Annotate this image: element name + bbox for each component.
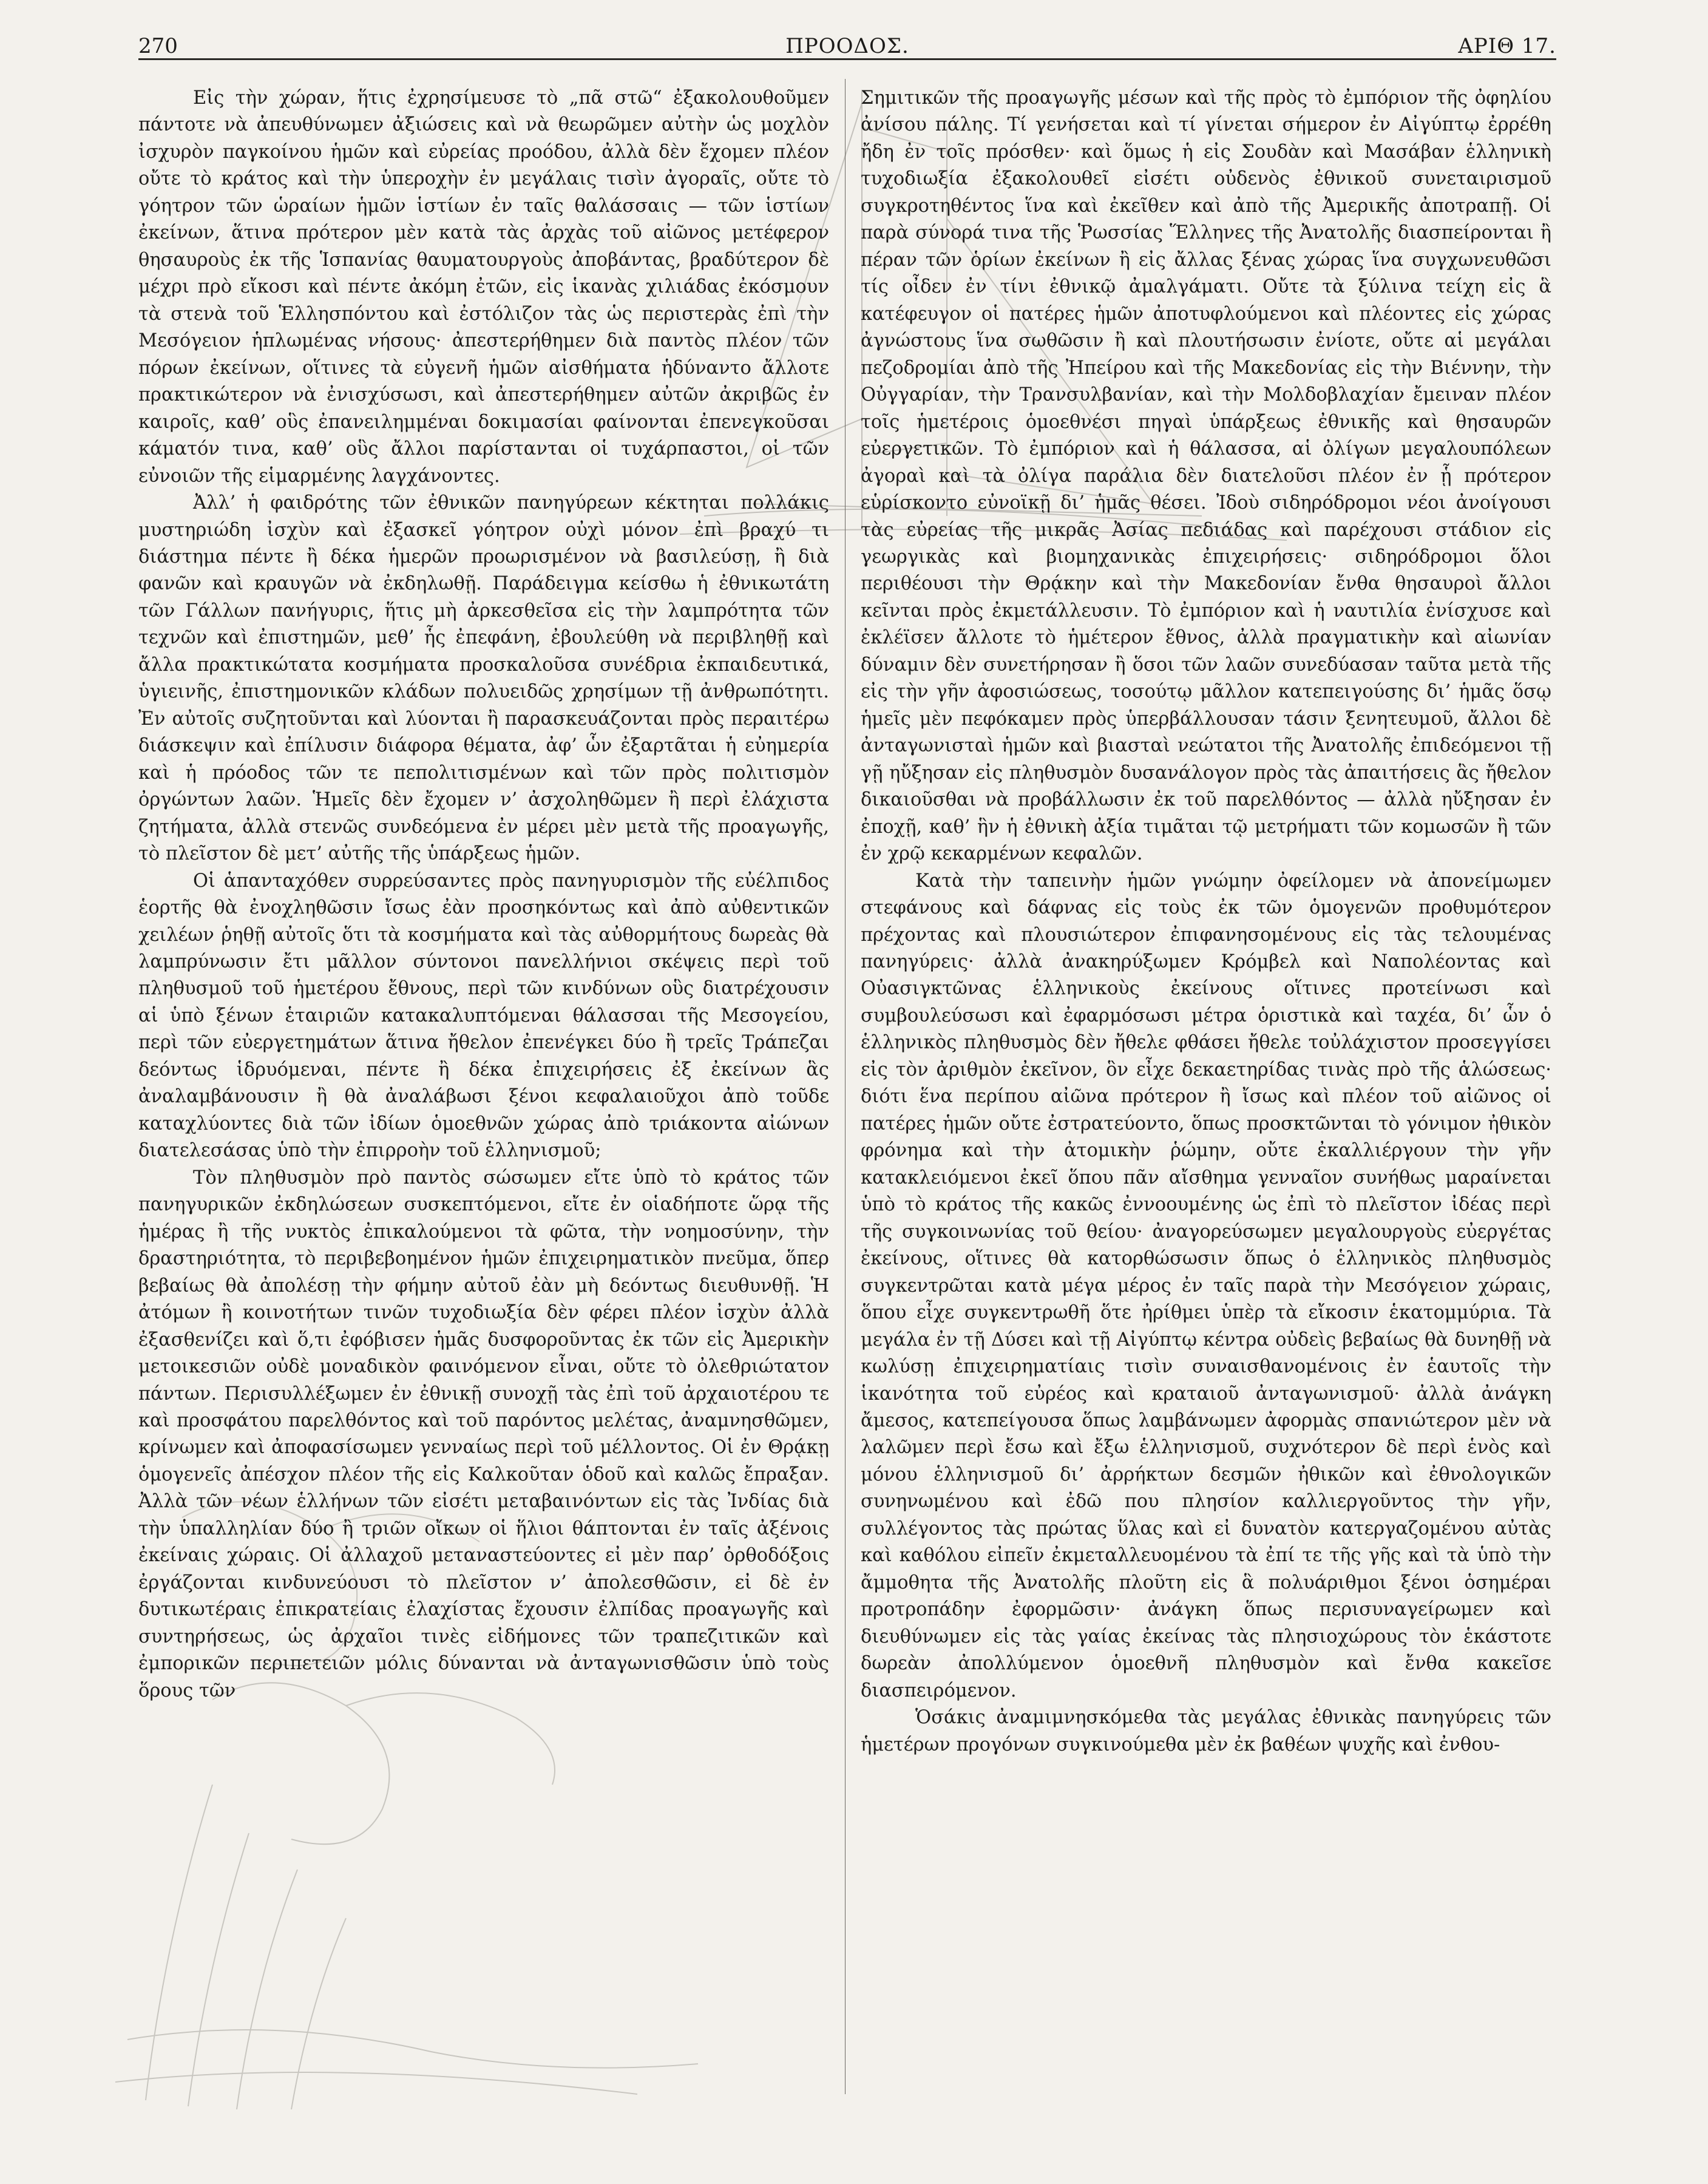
right-paragraph-1: Σημιτικῶν τῆς προαγωγῆς μέσων καὶ τῆς πρὸς τὸ ἐμπόριον τῆς ὀφηλίου ἀνίσου πάλης. Τί γενήσεται καὶ τί γίνεται σήμερον ἐν Αἰγύπτῳ ἐρρέθη ἤδη ἐν τοῖς πρόσθεν· καὶ ὅμως ἡ εἰς Σουδὰν καὶ Μασάβαν ἑλληνικὴ τυχοδιωξία ἐξακολουθεῖ εἰσέτι οὐδενὸς ἐθνικοῦ συνεταιρισμοῦ συγκροτηθέντος ἵνα καὶ ἐκεῖθεν καὶ ἀπὸ τῆς Ἀμερικῆς ἀποτραπῇ. Οἱ παρὰ σύνορά τινα τῆς Ῥωσσίας Ἕλληνες τῆς Ἀνατολῆς διασπείρονται ἢ πέραν τῶν ὁρίων ἐκείνων ἢ εἰς ἄλλας ξένας χώρας ἵνα συγχωνευθῶσι τίς οἶδεν ἐν τίνι ἐθνικῷ ἀμαλγάματι. Οὔτε τὰ ξύλινα τείχη εἰς ἃ κατέφευγον οἱ πατέρες ἡμῶν ἀποτυφλούμενοι καὶ πλέοντες εἰς χώρας ἀγνώστους ἵνα σωθῶσιν ἢ καὶ πλουτήσωσιν ἐνίοτε, οὔτε αἱ μεγάλαι πεζοδρομίαι ἀπὸ τῆς Ἠπείρου καὶ τῆς Μακεδονίας εἰς τὴν Βιέννην, τὴν Οὐγγαρίαν, τὴν Τρανσυλβανίαν, καὶ τὴν Μολδοβλαχίαν ἔμειναν πλέον τοῖς ἡμετέροις ὁμοεθνέσι πηγαὶ ὑπάρξεως ἐθνικῆς καὶ θησαυρῶν εὐεργετικῶν. Τὸ ἐμπόριον καὶ ἡ θάλασσα, αἱ ὀλίγων μεγαλουπόλεων ἀγοραὶ καὶ τὰ ὀλίγα παράλια δὲν διατελοῦσι πλέον ἐν ᾗ πρότερον εὑρίσκοντο εὐνοϊκῇ δι’ ἡμᾶς θέσει. Ἰδοὺ σιδηρόδρομοι νέοι ἀνοίγουσι τὰς εὐρείας τῆς μικρᾶς Ἀσίας πεδιάδας καὶ παρέχουσι στάδιον εἰς γεωργικὰς καὶ βιομηχανικὰς ἐπιχειρήσεις· σιδηρόδρομοι ὅλοι περιθέουσι τὴν Θρᾴκην καὶ τὴν Μακεδονίαν ἔνθα θησαυροὶ ἄλλοι κεῖνται πρὸς ἐκμετάλλευσιν. Τὸ ἐμπόριον καὶ ἡ ναυτιλία ἐνίσχυσε καὶ ἐκλέϊσεν ἄλλοτε τὸ ἡμέτερον ἔθνος, ἀλλὰ πραγματικὴν καὶ αἰωνίαν δύναμιν δὲν συνετήρησαν ἢ ὅσοι τῶν λαῶν συνεδύασαν ταῦτα μετὰ τῆς εἰς τὴν γῆν ἀφοσιώσεως, τοσούτῳ μᾶλλον κατεπειγούσης δι’ ἡμᾶς ὅσῳ ἡμεῖς μὲν πεφόκαμεν πρὸς ὑπερβάλλουσαν τάσιν ξενητευμοῦ, ἄλλοι δὲ ἀνταγωνισταὶ ἡμῶν καὶ βιασταὶ νεώτατοι τῆς Ἀνατολῆς ἐπιδεόμενοι τῇ γῇ ηὔξησαν εἰς πληθυσμὸν δυσανάλογον πρὸς τὰς ἀπαιτήσεις ἃς ἤθελον δικαιοῦσθαι νὰ προβάλλωσιν ἐκ τοῦ παρελθόντος — ἀλλὰ ηὔξησαν ἐν ἐποχῇ, καθ’ ἣν ἡ ἐθνικὴ ἀξία τιμᾶται τῷ μετρήματι τῶν κομωσῶν ἢ τῶν ἐν χρῷ κεκαρμένων κεφαλῶν.: [861, 87, 1551, 865]
right-paragraph-3: Ὁσάκις ἀναμιμνησκόμεθα τὰς μεγάλας ἐθνικὰς πανηγύρεις τῶν ἡμετέρων προγόνων συγκινούμεθα μὲν ἐκ βαθέων ψυχῆς καὶ ἐνθου-: [861, 1707, 1551, 1755]
column-divider: [845, 79, 846, 2094]
page-number: 270: [138, 34, 178, 58]
right-column: [861, 85, 1551, 1758]
left-paragraph-4: Τὸν πληθυσμὸν πρὸ παντὸς σώσωμεν εἴτε ὑπὸ τὸ κράτος τῶν πανηγυρικῶν ἐκδηλώσεων συσκεπτόμενοι, εἴτε ἐν οἱαδήποτε ὥρᾳ τῆς ἡμέρας ἢ τῆς νυκτὸς ἐπικαλούμενοι τὰ φῶτα, τὴν νοημοσύνην, τὴν δραστηριότητα, τὸ περιβεβοημένον ἡμῶν ἐπιχειρηματικὸν πνεῦμα, ὅπερ βεβαίως θὰ ἀπολέσῃ τὴν φήμην αὐτοῦ ἐὰν μὴ δεόντως διευθυνθῇ. Ἡ ἀτόμων ἢ κοινοτήτων τινῶν τυχοδιωξία δὲν φέρει πλέον ἰσχὺν ἀλλὰ ἐξασθενίζει καὶ ὅ,τι ἐφόβισεν ἡμᾶς δυσφοροῦντας ἐκ τῶν εἰς Ἀμερικὴν μετοικεσιῶν οὐδὲ μοναδικὸν φαινόμενον εἶναι, οὔτε τὸ ὀλεθριώτατον πάντων. Περισυλλέξωμεν ἐν ἐθνικῇ συνοχῇ τὰς ἐπὶ τοῦ ἀρχαιοτέρου τε καὶ προσφάτου παρελθόντος καὶ τοῦ παρόντος μελέτας, ἀναμνησθῶμεν, κρίνωμεν καὶ ἀποφασίσωμεν γενναίως περὶ τοῦ μέλλοντος. Οἱ ἐν Θρᾴκῃ ὁμογενεῖς ἀπέσχον πλέον τῆς εἰς Καλκοῦταν ὁδοῦ καὶ καλῶς ἔπραξαν. Ἀλλὰ τῶν νέων ἑλλήνων τῶν εἰσέτι μεταβαινόντων εἰς τὰς Ἰνδίας διὰ τὴν ὑπαλληλίαν δύο ἢ τριῶν οἴκων οἱ ἥλιοι θάπτονται ἐν ταῖς ἀξένοις ἐκείναις χώραις. Οἱ ἀλλαχοῦ μεταναστεύοντες εἰ μὲν παρ’ ὀρθοδόξοις ἐργάζονται κινδυνεύουσι τὸ πλεῖστον ν’ ἀπολεσθῶσιν, εἰ δὲ ἐν δυτικωτέραις ἐπικρατείαις ἐλαχίστας ἔχουσιν ἐλπίδας προαγωγῆς καὶ συντηρήσεως, ὡς ἀρχαῖοι τινὲς εἰδήμονες τῶν τραπεζιτικῶν καὶ ἐμπορικῶν περιπετειῶν μόλις δύνανται νὰ ἀνταγωνισθῶσιν ὑπὸ τοὺς ὅρους τῶν: [138, 1167, 829, 1701]
issue-number: ΑΡΙΘ 17.: [1458, 34, 1556, 58]
page-header: [138, 24, 1556, 67]
left-column: [138, 85, 829, 1704]
header-rule: [138, 58, 1556, 60]
left-paragraph-1: Εἰς τὴν χώραν, ἥτις ἐχρησίμευσε τὸ „πᾶ στῶ“ ἐξακολουθοῦμεν πάντοτε νὰ ἀπευθύνωμεν ἀξιώσεις καὶ νὰ θεωρῶμεν αὐτὴν ὡς μοχλὸν ἰσχυρὸν παγκοίνου ἡμῶν καὶ εὐρείας προόδου, ἀλλὰ δὲν ἔχομεν πλέον οὔτε τὸ κράτος καὶ τὴν ὑπεροχὴν ἐν μεγάλαις τισὶν ἀγοραῖς, οὔτε τὸ γόητρον τῶν ὡραίων ἡμῶν ἱστίων ἐν ταῖς θαλάσσαις — τῶν ἱστίων ἐκείνων, ἅτινα πρότερον μὲν κατὰ τὰς ἀρχὰς τοῦ αἰῶνος μετέφερον θησαυροὺς ἐκ τῆς Ἱσπανίας θαυματουργοὺς ἀποβάντας, βραδύτερον δὲ μέχρι πρὸ εἴκοσι καὶ πέντε ἀκόμη ἐτῶν, εἰς ἱκανὰς χιλιάδας ἐκόσμουν τὰ στενὰ τοῦ Ἑλλησπόντου καὶ ἐστόλιζον τὰς ὡς περιστερὰς ἐπὶ τὴν Μεσόγειον ἡπλωμένας νήσους· ἀπεστερήθημεν διὰ παντὸς πλέον τῶν πόρων ἐκείνων, οἵτινες τὰ εὐγενῆ ἡμῶν αἰσθήματα ἡδύναντο ἄλλοτε πρακτικώτερον νὰ ἐνισχύσωσι, καὶ ἀπεστερήθημεν αὐτῶν ἀκριβῶς ἐν καιροῖς, καθ’ οὓς ἐπανειλημμέναι δοκιμασίαι φαίνονται ἐπενεγκοῦσαι κάματόν τινα, καθ’ οὓς ἄλλοι παρίστανται οἱ τυχάρπαστοι, οἱ τῶν εὐνοιῶν τῆς εἱμαρμένης λαγχάνοντες.: [138, 87, 829, 487]
right-paragraph-2: Κατὰ τὴν ταπεινὴν ἡμῶν γνώμην ὀφείλομεν νὰ ἀπονείμωμεν στεφάνους καὶ δάφνας εἰς τοὺς ἐκ τῶν ὁμογενῶν προθυμότερον πρέχοντας καὶ πλουσιώτερον ἐπιφανησομένους εἰς τὰς τελουμένας πανηγύρεις· ἀλλὰ ἀνακηρύξωμεν Κρόμβελ καὶ Ναπολέοντας καὶ Οὐασιγκτῶνας ἑλληνικοὺς ἐκείνους οἵτινες προτείνωσι καὶ συμβουλεύσωσι καὶ ἐφαρμόσωσι μέτρα ὁριστικὰ καὶ ταχέα, δι’ ὧν ὁ ἑλληνικὸς πληθυσμὸς δὲν ἤθελε φθάσει ἤθελε τοὐλάχιστον προσεγγίσει εἰς τὸν ἀριθμὸν ἐκεῖνον, ὃν εἶχε δεκαετηρίδας τινὰς πρὸ τῆς ἁλώσεως· διότι ἕνα περίπου αἰῶνα πρότερον ἢ ἴσως καὶ πλέον τοῦ αἰῶνος οἱ πατέρες ἡμῶν οὔτε ἐστρατεύοντο, ὅπως προσκτῶνται τὸ γόνιμον ἠθικὸν φρόνημα καὶ τὴν ἀτομικὴν ῥώμην, οὔτε ἐκαλλιέργουν τὴν γῆν κατακλειόμενοι ἐκεῖ ὅπου πᾶν αἴσθημα γενναῖον συνήθως μαραίνεται ὑπὸ τὸ κράτος τῆς κακῶς ἐννοουμένης ὡς ἐπὶ τὸ πλεῖστον ἰδέας περὶ τῆς συγκοινωνίας τοῦ θείου· ἀναγορεύσωμεν μεγαλουργοὺς εὐεργέτας ἐκείνους, οἵτινες θὰ κατορθώσωσιν ὅπως ὁ ἑλληνικὸς πληθυσμὸς συγκεντρῶται κατὰ μέγα μέρος ἐν ταῖς παρὰ τὴν Μεσόγειον χώραις, ὅπου εἶχε συγκεντρωθῆ ὅτε ἠρίθμει ὑπὲρ τὰ εἴκοσιν ἑκατομμύρια. Τὰ μεγάλα ἐν τῇ Δύσει καὶ τῇ Αἰγύπτῳ κέντρα οὐδεὶς βεβαίως θὰ δυνηθῇ νὰ κωλύσῃ ἐπιχειρηματίαις τισὶν συναισθανομένοις ἐν ἑαυτοῖς τὴν ἱκανότητα τοῦ εὐρέος καὶ κραταιοῦ ἀνταγωνισμοῦ· ἀλλὰ ἀνάγκη ἄμεσος, κατεπείγουσα ὅπως λαμβάνωμεν ἀφορμὰς σπανιώτερον μὲν νὰ λαλῶμεν περὶ ἔσω καὶ ἔξω ἑλληνισμοῦ, συχνότερον δὲ περὶ ἑνὸς καὶ μόνου ἑλληνισμοῦ δι’ ἀρρήκτων δεσμῶν ἠθικῶν καὶ ἐθνολογικῶν συνηνωμένου καὶ ἐδῶ που πλησίον καλλιεργοῦντος τὴν γῆν, συλλέγοντος τὰς πρώτας ὕλας καὶ εἰ δυνατὸν κατεργαζομένου αὐτὰς καὶ καθόλου εἰπεῖν ἐκμεταλλευομένου τὰ ἐπί τε τῆς γῆς καὶ τὰ ὑπὸ τὴν ἄμμοθητα τῆς Ἀνατολῆς πλοῦτη εἰς ἃ πολυάριθμοι ξένοι ὁσημέραι προτροπάδην ἐφορμῶσιν· ἀνάγκη ὅπως περισυναγείρωμεν καὶ διευθύνωμεν εἰς τὰς γαίας ἐκείνας τὰς πλησιοχώρους τὸν ἑκάστοτε δωρεὰν ἀπολλύμενον ὁμοεθνῆ πληθυσμὸν καὶ ἔνθα κακεῖσε διασπειρόμενον.: [861, 870, 1551, 1701]
left-paragraph-2: Ἀλλ’ ἡ φαιδρότης τῶν ἐθνικῶν πανηγύρεων κέκτηται πολλάκις μυστηριώδη ἰσχὺν καὶ ἐξασκεῖ γόητρον οὐχὶ μόνον ἐπὶ βραχύ τι διάστημα πέντε ἢ δέκα ἡμερῶν προωρισμένον νὰ βασιλεύσῃ, ἢ διὰ φανῶν καὶ κραυγῶν νὰ ἐκδηλωθῇ. Παράδειγμα κείσθω ἡ ἐθνικωτάτη τῶν Γάλλων πανήγυρις, ἥτις μὴ ἀρκεσθεῖσα εἰς τὴν λαμπρότητα τῶν τεχνῶν καὶ ἐπιστημῶν, μεθ’ ἧς ἐπεφάνη, ἐβουλεύθη νὰ περιβληθῇ καὶ ἄλλα πρακτικώτατα κοσμήματα προσκαλοῦσα συνέδρια ἐκπαιδευτικά, ὑγιεινῆς, ἐπιστημονικῶν κλάδων πολυειδῶς χρησίμων τῇ ἀνθρωπότητι. Ἐν αὐτοῖς συζητοῦνται καὶ λύονται ἢ παρασκευάζονται πρὸς περαιτέρω διάσκεψιν καὶ ἐπίλυσιν διάφορα θέματα, ἀφ’ ὧν ἐξαρτᾶται ἡ εὐημερία καὶ ἡ πρόοδος τῶν τε πεπολιτισμένων καὶ τῶν πρὸς πολιτισμὸν ὀργώντων λαῶν. Ἡμεῖς δὲν ἔχομεν ν’ ἀσχοληθῶμεν ἢ περὶ ἐλάχιστα ζητήματα, ἀλλὰ στενῶς συνδεόμενα ἐν μέρει μὲν μετὰ τῆς προαγωγῆς, τὸ πλεῖστον δὲ μετ’ αὐτῆς τῆς ὑπάρξεως ἡμῶν.: [138, 492, 829, 865]
journal-title: ΠΡΟΟΔΟΣ.: [785, 34, 909, 58]
left-paragraph-3: Οἱ ἁπανταχόθεν συρρεύσαντες πρὸς πανηγυρισμὸν τῆς εὐέλπιδος ἑορτῆς θὰ ἐνοχληθῶσιν ἴσως ἐὰν προσηκόντως καὶ ἀπὸ αὐθεντικῶν χειλέων ῥηθῇ αὐτοῖς ὅτι τὰ κοσμήματα καὶ τὰς αὐθορμήτους δωρεὰς θὰ λαμπρύνωσιν ἔτι μᾶλλον σύντονοι πανελλήνιοι σκέψεις περὶ τοῦ πληθυσμοῦ τοῦ ἡμετέρου ἔθνους, περὶ τῶν κινδύνων οὓς διατρέχουσιν αἱ ὑπὸ ξένων ἑταιριῶν κατακαλυπτόμεναι θάλασσαι τῆς Μεσογείου, περὶ τῶν εὐεργετημάτων ἅτινα ἤθελον ἐπενέγκει δύο ἢ τρεῖς Τράπεζαι δεόντως ἱδρυόμεναι, πέντε ἢ δέκα ἐπιχειρήσεις ἐξ ἐκείνων ἃς ἀναλαμβάνουσιν ἢ θὰ ἀναλάβωσι ξένοι κεφαλαιοῦχοι ἀπὸ τοῦδε καταχλύοντες διὰ τῶν ἰδίων ὁμοεθνῶν χώρας ἀπὸ τριάκοντα αἰώνων διατελεσάσας ὑπὸ τὴν ἐπιρροὴν τοῦ ἑλληνισμοῦ;: [138, 870, 829, 1162]
